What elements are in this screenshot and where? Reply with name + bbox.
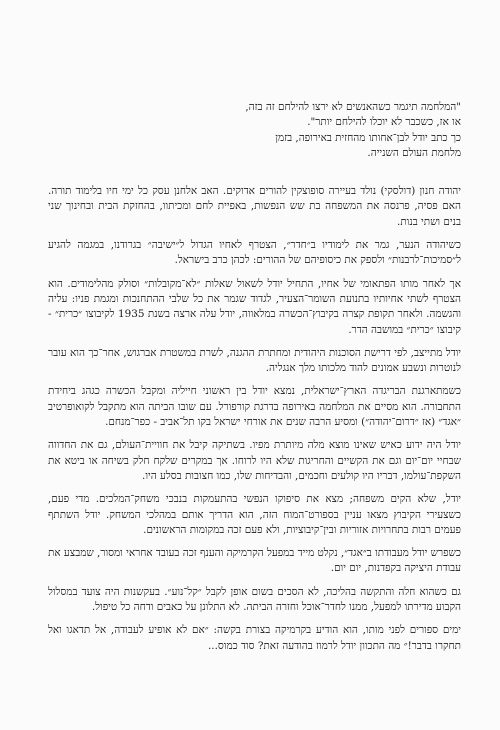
epigraph-quote-line-1: "המלחמה תיגמר כשהאנשים לא ירצו להילחם זה בזה, [245, 101, 461, 113]
paragraph-biography-yeshiva: כשיהודה הנער, גמר את לימודיו ב״חדר״, הצטרף לאחיו הגדול ל״ישיבה״ בגרודנו, במגמה להגיע ל״סמיכות־לרבנות״ ולספק את כיסופיהם של ההורים: לכהן כרב בישראל. [48, 239, 461, 267]
paragraph-biography-illness: גם כשהוא חלה והתקשה בהליכה, לא הסכים בשום אופן לקבל ״קל־נוע״. בעקשנות היה צועד במסלול הקבוע מדירתו למפעל, ממנו לחדר־אוכל וחזרה הביתה. לא התלונן על כאבים ודחה כל טיפול. [48, 585, 461, 614]
epigraph-quote-line-2: או אז, כשכבר לא יוכלו להילחם יותר". [307, 116, 461, 129]
epigraph-attribution-line-2: מלחמת העולם השנייה. [367, 146, 461, 159]
page-text [48, 100, 461, 662]
epigraph [191, 100, 461, 161]
paragraph-biography-brigade: כשמתארגנת הבריגדה הארץ־ישראלית, נמצא יודל בין ראשוני חייליה ומקבל הכשרה כגהג ביחידת התחבורה. הוא מסיים את המלחמה באירופה בדרגת קורפורל. עם שובו הביתה הוא מתקבל לקואופרטיב ״אגד״ (אז ״דרום־יהודה״) ומסיע הרבה שנים את אורחי ישראל בקו תל־אביב - כפר־מנחם. [48, 385, 461, 429]
paragraph-biography-character: יודל היה ידוע כאיש שאינו מוצא מלה מיותרת מפיו. בשתיקה קיבל את חוויית־העולם, גם את החדווה שבחיי יום־יום וגם את הקשיים והחריגות שלא היו לרוחו. אך במקרים שלקח חלק בשיחה או ביטא את השקפת־עולמו, דבריו היו קולעים וחכמים, והבדיחות שלו, כמו חצובות בסלע היו. [48, 439, 461, 482]
paragraph-biography-birth: יהודה חנון (דולסקי) נולד בעיירה סופוצקין להורים אדוקים. האב אלחנן עסק כל ימי חיו בלימוד תורה. האם פסיה, פרנסה את המשפחה בת שש הנפשות, באפיית לחם ומכיתוו, בהחזקת הבית ובחינוך שני בנים ושתי בנות. [48, 185, 461, 228]
paragraph-biography-police: יודל מתייצב, לפי דרישת הסוכנות היהודית ומחתרת ההגנה, לשרת במשטרת אברגוש, אחר־כך הוא עובר לנוטרות ונשבע אמונים להוד מלכותו מלך אנגליה. [48, 346, 461, 375]
paragraph-biography-last-days: ימים ספורים לפני מותו, הוא הודיע בקרמיקה בצורת בקשה: ״אם לא אופיע לעבודה, אל תדאגו ואל תחקרו בדבר!״ מה התכוון יודל לרמוז בהודעה זאת? סוד כמוס... [48, 624, 461, 652]
paragraph-biography-aliyah: אך לאחר מותו הפתאומי של אחיו, התחיל יודל לשאול שאלות ״לא־מקובלות״ וסולק מהלימודים. הוא הצטרף לשתי אחיותיו בתנועת השומר־הצעיר, לגדוד שגמר את כל שלבי ההתחנכות ומגמת פניו: עליה והגשמה. ולאחר תקופת קצרה בקיבוץ־הכשרה במלאווה, יודל עלה ארצה בשנת 1935 לקיבוצו ״כרית״ - קיבוצו ״כרית״ במושבה הדר. [48, 277, 461, 336]
paragraph-biography-ceramics: כשפרש יודל מעבודתו ב״אגד״, נקלט מייד במפעל הקרמיקה והענף זכה בעובד אחראי ומסור, שמבצע את עבודת היציקה בקפדנות, יום יום. [48, 547, 461, 575]
paragraph-biography-chess: יודל, שלא הקים משפחה; מצא את סיפוקו הנפשי בהתעמקות בנבכי משחק־המלכים. מדי פעם, כשצעירי הקיבוץ מצאו עניין בספורט־המוח הזה, הוא הדריך אותם במהלכי המשחק. יודל השתתף פעמים רבות בתחרויות אזוריות ובין־קיבוציות, ולא פעם זכה במקומות הראשונים. [48, 493, 461, 536]
epigraph-attribution-line-1: כך כתב יודל לבן־אחותו מהחזית באירופה, בזמן [275, 131, 461, 144]
